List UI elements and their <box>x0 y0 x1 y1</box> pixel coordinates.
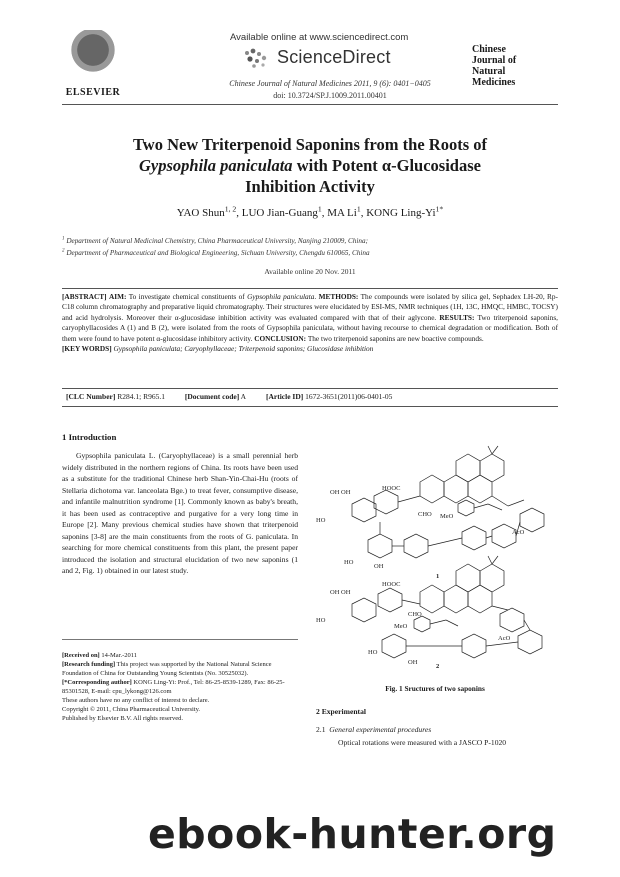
watermark-text: ebook-hunter.org <box>148 810 557 858</box>
sciencedirect-dots-icon <box>243 47 271 69</box>
available-online-text: Available online at www.sciencedirect.com <box>230 32 409 43</box>
doi-text: doi: 10.3724/SP.J.1009.2011.00401 <box>273 91 387 100</box>
header-divider <box>62 104 558 105</box>
subsection-title: General experimental procedures <box>329 725 432 734</box>
label-oh-1: OH <box>374 563 384 570</box>
author-name: MA Li <box>327 207 357 219</box>
footnote-text: This project was supported by the National Natural Science Foundation of China for Outstanding Young Scientists (No. 30525032). <box>62 661 272 677</box>
label-cho-1: CHO <box>418 511 432 518</box>
elsevier-logo <box>62 28 124 98</box>
compound-label-1: 1 <box>436 573 440 580</box>
section-heading-introduction: 1 Introduction <box>62 432 117 442</box>
conclusion-text: The two triterpenoid saponins are new boactive compounds. <box>306 333 484 343</box>
results-label: RESULTS: <box>439 312 475 322</box>
author-affil-sup: 1, 2 <box>224 204 237 214</box>
title-line-1: Two New Triterpenoid Saponins from the Roots of <box>133 135 487 154</box>
journal-name-line: Medicines <box>472 77 516 88</box>
methods-text: The compounds were isolated by silica gel, Sephadex LH-20, Rp-C18 column chromatography and preparative liquid chromatography. Their structures were elucidated by ESI-MS, NMR techniques (1H, 13C, HMQC, HMBC, TOCSY) and acid hydrolysis. Moreover their α-glucosidase inhibition activity was evaluated compared with that of their aglycone. <box>62 292 558 322</box>
affil-text: Department of Natural Medicinal Chemistry, China Pharmaceutical University, Nanjing 210009, China; <box>66 237 368 245</box>
doc-value: A <box>239 392 247 401</box>
title-species: Gypsophila paniculata <box>139 156 293 175</box>
sciencedirect-wordmark: ScienceDirect <box>277 47 391 67</box>
section-heading-experimental: 2 Experimental <box>316 707 366 716</box>
footnote-received <box>62 651 298 660</box>
available-date: Available online 20 Nov. 2011 <box>264 267 356 276</box>
clc-value: R284.1; R965.1 <box>115 392 165 401</box>
classification-row <box>66 392 410 401</box>
affiliation-2 <box>62 249 558 257</box>
label-meo-2: MeO <box>394 623 408 630</box>
results-text: Two triterpenoid saponins, caryophyllacosides A (1) and B (2), were isolated from the roots of Gypsophila paniculata, without having recourse to chemical degradation or modification. Both of them were found to have potent α-glucosidase inhibitory activity. <box>62 312 558 343</box>
abstract: [ABSTRACT] AIM: To investigate chemical constituents of Gypsophila paniculata. METHODS: The compounds were isolated by silica gel, Sephadex LH-20, Rp-C18 column chromatography and preparative liquid chromatography. Their structures were elucidated by ESI-MS, NMR techniques (1H, 13C, HMQC, HMBC, TOCSY) and acid hydrolysis. Moreover their α-glucosidase inhibition activity was evaluated compared with that of their aglycone. RESULTS: Two triterpenoid saponins, caryophyllacosides A (1) and B (2), were isolated from the roots of Gypsophila paniculata, without having recourse to chemical degradation or modification. Both of them were found to have potent α-glucosidase inhibitory activity. CONCLUSION: The two triterpenoid saponins are new boactive compounds. [KEY WORDS] Gypsophila paniculata; Caryophyllaceae; Triterpenoid saponins; Glucosidase inhibition <box>62 292 558 354</box>
label-meo-1: MeO <box>440 513 454 520</box>
footnote-publisher: Published by Elsevier B.V. All rights reserved. <box>62 715 184 722</box>
footnote-corresponding <box>62 678 298 696</box>
journal-name-line: Journal of <box>472 55 517 66</box>
affil-sup: 1 <box>62 236 65 242</box>
footnote-label: [Received on] <box>62 652 100 659</box>
label-aco-1: AcO <box>512 529 525 536</box>
article-id <box>266 392 392 401</box>
author-affil-sup: 1 <box>317 204 322 214</box>
label-ohoh-2: OH OH <box>330 589 351 596</box>
footnotes <box>62 651 298 723</box>
classification-rule <box>62 406 558 407</box>
label-oh-2: OH <box>408 659 418 666</box>
experimental-paragraph: Optical rotations were measured with a JASCO P-1020 <box>338 738 507 747</box>
sciencedirect-logo <box>243 45 393 71</box>
keywords-label: [KEY WORDS] <box>62 344 112 354</box>
footnote-conflict: These authors have no any conflict of interest to declare. <box>62 697 210 704</box>
label-ho-1: HO <box>316 517 326 524</box>
figure-structures <box>312 444 558 670</box>
journal-citation: Chinese Journal of Natural Medicines 2011, 9 (6): 0401−0405 <box>229 79 431 88</box>
title-line-2-rest: with Potent α-Glucosidase <box>292 156 481 175</box>
author-affil-sup: 1 <box>356 204 361 214</box>
affil-sup: 2 <box>62 248 65 254</box>
methods-label: METHODS: <box>318 292 359 301</box>
elsevier-wordmark: ELSEVIER <box>65 87 121 98</box>
article-title <box>62 134 558 197</box>
abstract-label: [ABSTRACT] <box>62 292 107 301</box>
footnote-funding <box>62 660 298 678</box>
label-hooc-2: HOOC <box>382 581 401 588</box>
footnote-divider <box>62 639 298 640</box>
clc-number <box>66 392 165 401</box>
art-label: [Article ID] <box>265 392 304 401</box>
journal-name-line: Chinese <box>472 44 506 55</box>
conclusion-label: CONCLUSION: <box>254 333 307 343</box>
affiliation-1 <box>62 237 558 245</box>
subsection-heading <box>316 724 558 736</box>
title-line-2 <box>62 155 558 176</box>
label-ho-2: HO <box>316 617 326 624</box>
footnote-label: [Research funding] <box>62 661 116 668</box>
compound-label-2: 2 <box>436 663 440 670</box>
clc-label: [CLC Number] <box>66 392 116 401</box>
chemical-structures-drawing <box>312 444 558 670</box>
aim-label: AIM: <box>109 292 127 301</box>
author-list: YAO Shun$^{1, 2}$, LUO Jian-Guang$^1$, MA Li$^1$, KONG Ling-$Yi^{1*}$ <box>176 204 444 219</box>
figure-caption: Fig. 1 Sructures of two saponins <box>385 684 485 693</box>
doc-label: [Document code] <box>184 392 240 401</box>
affil-text: Department of Pharmaceutical and Biological Engineering, Sichuan University, Chengdu 610065, China <box>66 249 370 257</box>
document-code <box>185 392 246 401</box>
introduction-paragraph: Gypsophila paniculata L. (Caryophyllaceae) is a small perennial herb widely distributed in the northern regions of China. Its roots have been used as a substitute for the traditional Chinese herb Shan-Yin-Chai-Hu (roots of Stellaria dichotoma var. lanceolata Bge.) to treat fever, consumptive disease, and infantile malnutrition syndrome [1]. Commonly known as baby's breath, it has been used as contraceptive and purgative for a very long time in Europe [2]. Many previous chemical studies have shown that triterpenoid saponins [3-8] are the main constituents from the roots of G. paniculata. In searching for more chemical constituents from this plant, the present paper introduced the isolation and structural elucidation of two new saponins (1 and 2, Fig. 1) obtained in our latest study. <box>62 451 298 575</box>
label-aco-2: AcO <box>498 635 511 642</box>
label-ohoh-1: OH OH <box>330 489 351 496</box>
abstract-top-rule <box>62 288 558 289</box>
abstract-bottom-rule <box>62 388 558 389</box>
footnote-text: 14-Mar.-2011 <box>99 652 138 659</box>
subsection-number: 2.1 <box>316 725 326 734</box>
label-ho-1b: HO <box>344 559 354 566</box>
footnote-label: [*Corresponding author] <box>62 679 132 686</box>
title-line-3: Inhibition Activity <box>245 177 375 196</box>
footnote-text: KONG Ling-Yi: Prof., Tel: 86-25-8539-1289, Fax: 86-25-85301528, E-mail: cpu_lykong@126.com <box>62 679 285 695</box>
elsevier-tree-icon <box>68 30 118 80</box>
label-cho-2: CHO <box>408 611 422 618</box>
aim-text: To investigate chemical constituents of <box>126 292 248 301</box>
label-ho-2b: HO <box>368 649 378 656</box>
art-value: 1672-3651(2011)06-0401-05 <box>303 392 393 401</box>
author-name: LUO Jian-Guang <box>241 207 318 219</box>
journal-name <box>472 44 526 88</box>
footnote-copyright: Copyright © 2011, China Pharmaceutical University. <box>62 706 201 713</box>
journal-name-line: Natural <box>472 66 506 77</box>
keywords-text: Gypsophila paniculata; Caryophyllaceae; Triterpenoid saponins; Glucosidase inhibition <box>111 344 374 354</box>
author-name: YAO Shun <box>176 207 225 219</box>
label-hooc-1: HOOC <box>382 485 401 492</box>
author-affil-sup: 1* <box>435 204 444 214</box>
aim-species: Gypsophila paniculata <box>247 292 315 301</box>
author-name: KONG Ling-Yi <box>366 207 436 219</box>
